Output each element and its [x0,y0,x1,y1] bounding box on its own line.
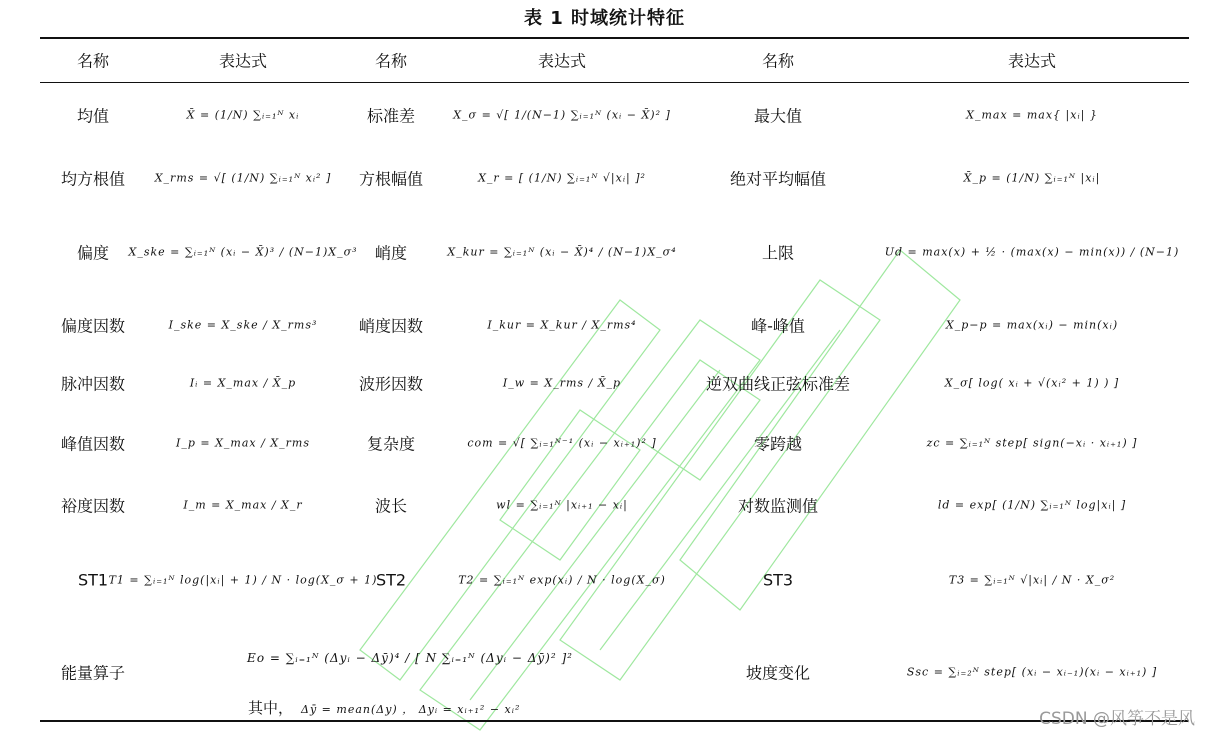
header-expr-3: 表达式 [1007,51,1057,71]
feature-name: 峭度 [374,243,408,263]
feature-name: 均方根值 [60,169,126,189]
csdn-watermark-text: CSDN @风筝不是风 [1039,709,1195,729]
feature-formula: I_m = X_max / X_r [183,498,303,512]
feature-name: 最大值 [753,106,803,126]
feature-name: 标准差 [366,106,416,126]
header-expr-2: 表达式 [537,51,587,71]
table-header-rule [40,82,1189,83]
feature-name: ST2 [375,570,407,590]
feature-formula: T1 = ∑ᵢ₌₁ᴺ log(|xᵢ| + 1) / N · log(X_σ + 1) [108,573,378,587]
feature-formula: I_kur = X_kur / X_rms⁴ [487,318,637,332]
feature-formula: Ssc = ∑ᵢ₌₂ᴺ step[ (xᵢ − xᵢ₋₁)(xᵢ − xᵢ₊₁) ] [906,665,1158,679]
feature-name: 波长 [374,496,408,516]
feature-formula: com = √[ ∑ᵢ₌₁ᴺ⁻¹ (xᵢ − xᵢ₊₁)² ] [467,436,657,450]
header-expr-1: 表达式 [218,51,268,71]
feature-formula: I_ske = X_ske / X_rms³ [168,318,318,332]
feature-name: ST3 [762,570,794,590]
header-name-2: 名称 [374,51,408,71]
table-title: 表 1 时域统计特征 [523,8,686,29]
feature-name: ST1 [77,570,109,590]
feature-name: 坡度变化 [745,663,811,683]
header-name-1: 名称 [76,51,110,71]
feature-name: 复杂度 [366,434,416,454]
feature-name: 方根幅值 [358,169,424,189]
energy-operator-note [248,697,520,718]
energy-operator-formula: Eo = ∑ᵢ₌₁ᴺ (Δyᵢ − Δȳ)⁴ / [ N ∑ᵢ₌₁ᴺ (Δyᵢ − Δȳ)² ]² [247,651,573,665]
feature-formula: X_σ[ log( xᵢ + √(xᵢ² + 1) ) ] [944,376,1120,390]
feature-formula: T2 = ∑ᵢ₌₁ᴺ exp(xᵢ) / N · log(X_σ) [458,573,666,587]
feature-formula: I_p = X_max / X_rms [176,436,310,450]
feature-formula: X_r = [ (1/N) ∑ᵢ₌₁ᴺ √|xᵢ| ]² [478,171,646,185]
feature-formula: X_kur = ∑ᵢ₌₁ᴺ (xᵢ − X̄)⁴ / (N−1)X_σ⁴ [447,245,677,259]
feature-name: 绝对平均幅值 [729,169,827,189]
header-name-3: 名称 [761,51,795,71]
feature-formula: ld = exp[ (1/N) ∑ᵢ₌₁ᴺ log|xᵢ| ] [937,498,1127,512]
feature-formula: X̄_p = (1/N) ∑ᵢ₌₁ᴺ |xᵢ| [963,171,1101,185]
feature-name: 逆双曲线正弦标准差 [705,374,851,394]
feature-formula: X_ske = ∑ᵢ₌₁ᴺ (xᵢ − X̄)³ / (N−1)X_σ³ [128,245,358,259]
feature-formula: T3 = ∑ᵢ₌₁ᴺ √|xᵢ| / N · X_σ² [948,573,1116,587]
feature-name: 裕度因数 [60,496,126,516]
feature-name: 能量算子 [60,663,126,683]
feature-name: 均值 [76,106,110,126]
feature-formula: X_σ = √[ 1/(N−1) ∑ᵢ₌₁ᴺ (xᵢ − X̄)² ] [453,108,671,122]
feature-formula: X̄ = (1/N) ∑ᵢ₌₁ᴺ xᵢ [186,108,300,122]
feature-name: 零跨越 [753,434,803,454]
feature-name: 脉冲因数 [60,374,126,394]
feature-formula: Iᵢ = X_max / X̄_p [189,376,297,390]
feature-name: 峰-峰值 [751,316,805,336]
table-bottom-rule [40,720,1189,722]
feature-formula: wl = ∑ᵢ₌₁ᴺ |xᵢ₊₁ − xᵢ| [496,498,628,512]
feature-name: 峰值因数 [60,434,126,454]
feature-formula: X_max = max{ |xᵢ| } [966,108,1098,122]
note-formula: Δȳ = mean(Δy) ， Δyᵢ = xᵢ₊₁² − xᵢ² [301,703,521,716]
feature-name: 上限 [761,243,795,263]
note-label: 其中， [248,699,294,717]
table-top-rule [40,37,1189,39]
feature-formula: Ud = max(x) + ½ · (max(x) − min(x)) / (N−1) [884,245,1180,259]
feature-name: 峭度因数 [358,316,424,336]
feature-name: 偏度因数 [60,316,126,336]
feature-formula: X_p−p = max(xᵢ) − min(xᵢ) [945,318,1119,332]
feature-formula: X_rms = √[ (1/N) ∑ᵢ₌₁ᴺ xᵢ² ] [154,171,332,185]
feature-formula: zc = ∑ᵢ₌₁ᴺ step[ sign(−xᵢ · xᵢ₊₁) ] [926,436,1138,450]
feature-formula: I_w = X_rms / X̄_p [502,376,622,390]
feature-name: 对数监测值 [737,496,819,516]
feature-name: 偏度 [76,243,110,263]
feature-name: 波形因数 [358,374,424,394]
